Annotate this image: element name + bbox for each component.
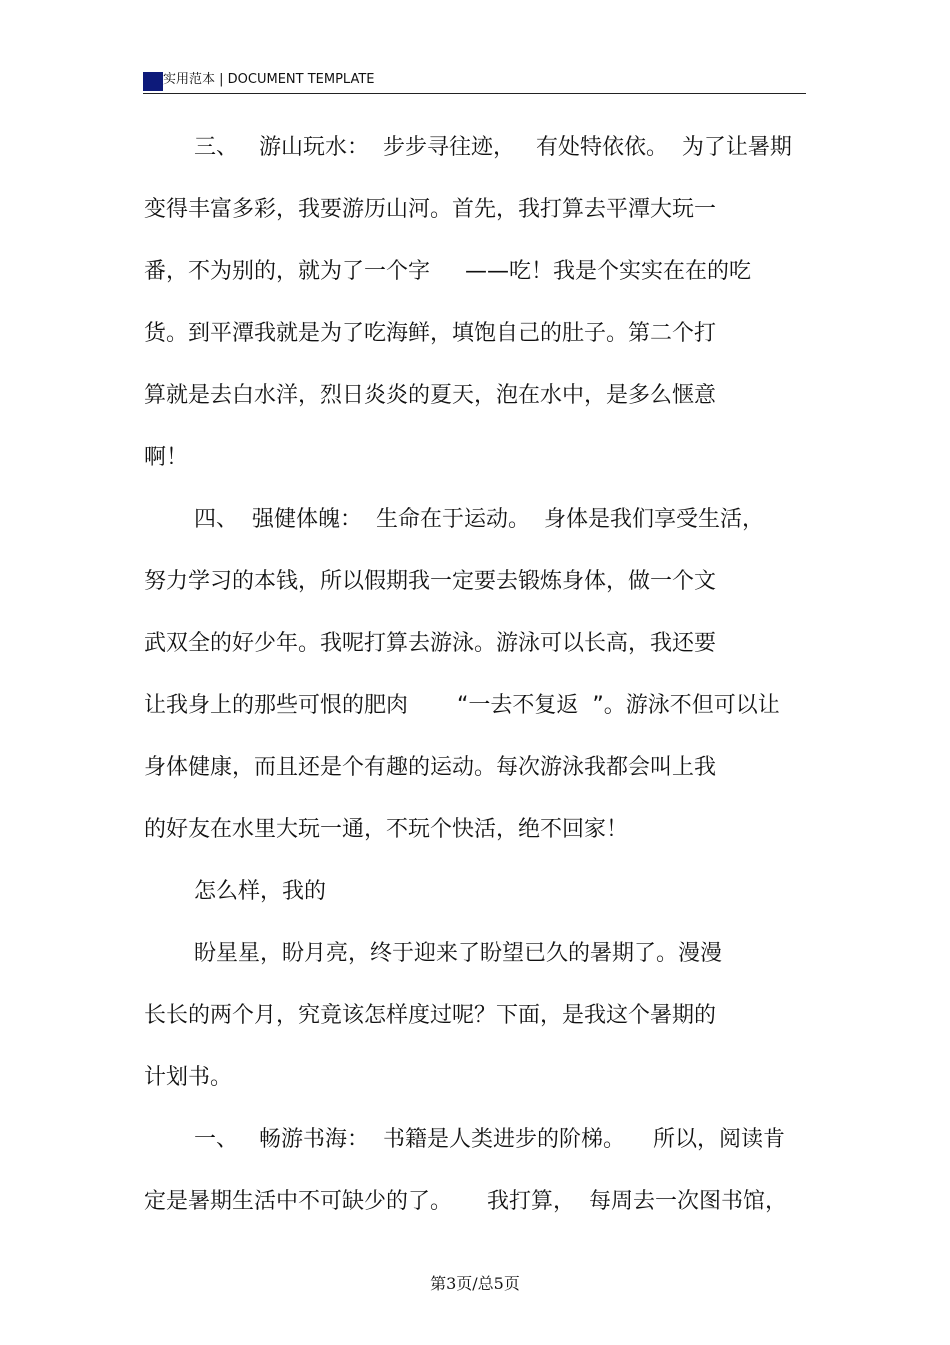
paragraph-line: 盼星星，盼月亮，终于迎来了盼望已久的暑期了。漫漫 — [194, 941, 723, 966]
paragraph-line: 变得丰富多彩，我要游历山河。首先，我打算去平潭大玩一 — [144, 197, 717, 222]
paragraph-line: 三、 游山玩水： 步步寻往迹， 有处特依依。 为了让暑期 — [194, 135, 792, 160]
paragraph-line: 怎么样，我的 — [194, 879, 327, 904]
paragraph-line: 计划书。 — [144, 1065, 233, 1090]
paragraph-line: 长长的两个月，究竟该怎样度过呢？下面，是我这个暑期的 — [144, 1003, 717, 1028]
paragraph-line: 让我身上的那些可恨的肥肉 “一去不复返 ”。游泳不但可以让 — [144, 693, 780, 718]
paragraph-line: 算就是去白水洋，烈日炎炎的夏天，泡在水中，是多么惬意 — [144, 383, 717, 408]
paragraph-line: 努力学习的本钱，所以假期我一定要去锻炼身体，做一个文 — [144, 569, 717, 594]
paragraph-line: 啊！ — [144, 445, 189, 470]
header-title: 实用范本 | DOCUMENT TEMPLATE — [163, 72, 375, 87]
header-logo-box — [143, 72, 163, 91]
document-header — [143, 69, 806, 94]
paragraph-line: 货。到平潭我就是为了吃海鲜，填饱自己的肚子。第二个打 — [144, 321, 717, 346]
paragraph-line: 一、 畅游书海： 书籍是人类进步的阶梯。 所以，阅读肯 — [194, 1127, 785, 1152]
paragraph-line: 身体健康，而且还是个有趣的运动。每次游泳我都会叫上我 — [144, 755, 717, 780]
paragraph-line: 四、 强健体魄： 生命在于运动。 身体是我们享受生活， — [194, 507, 764, 532]
paragraph-line: 番，不为别的，就为了一个字 ——吃！我是个实实在在的吃 — [144, 259, 751, 284]
paragraph-line: 定是暑期生活中不可缺少的了。 我打算， 每周去一次图书馆， — [144, 1189, 787, 1214]
paragraph-line: 的好友在水里大玩一通，不玩个快活，绝不回家！ — [144, 817, 629, 842]
paragraph-line: 武双全的好少年。我呢打算去游泳。游泳可以长高，我还要 — [144, 631, 717, 656]
page-number: 第3页/总5页 — [430, 1274, 520, 1293]
document-body — [144, 117, 814, 1233]
